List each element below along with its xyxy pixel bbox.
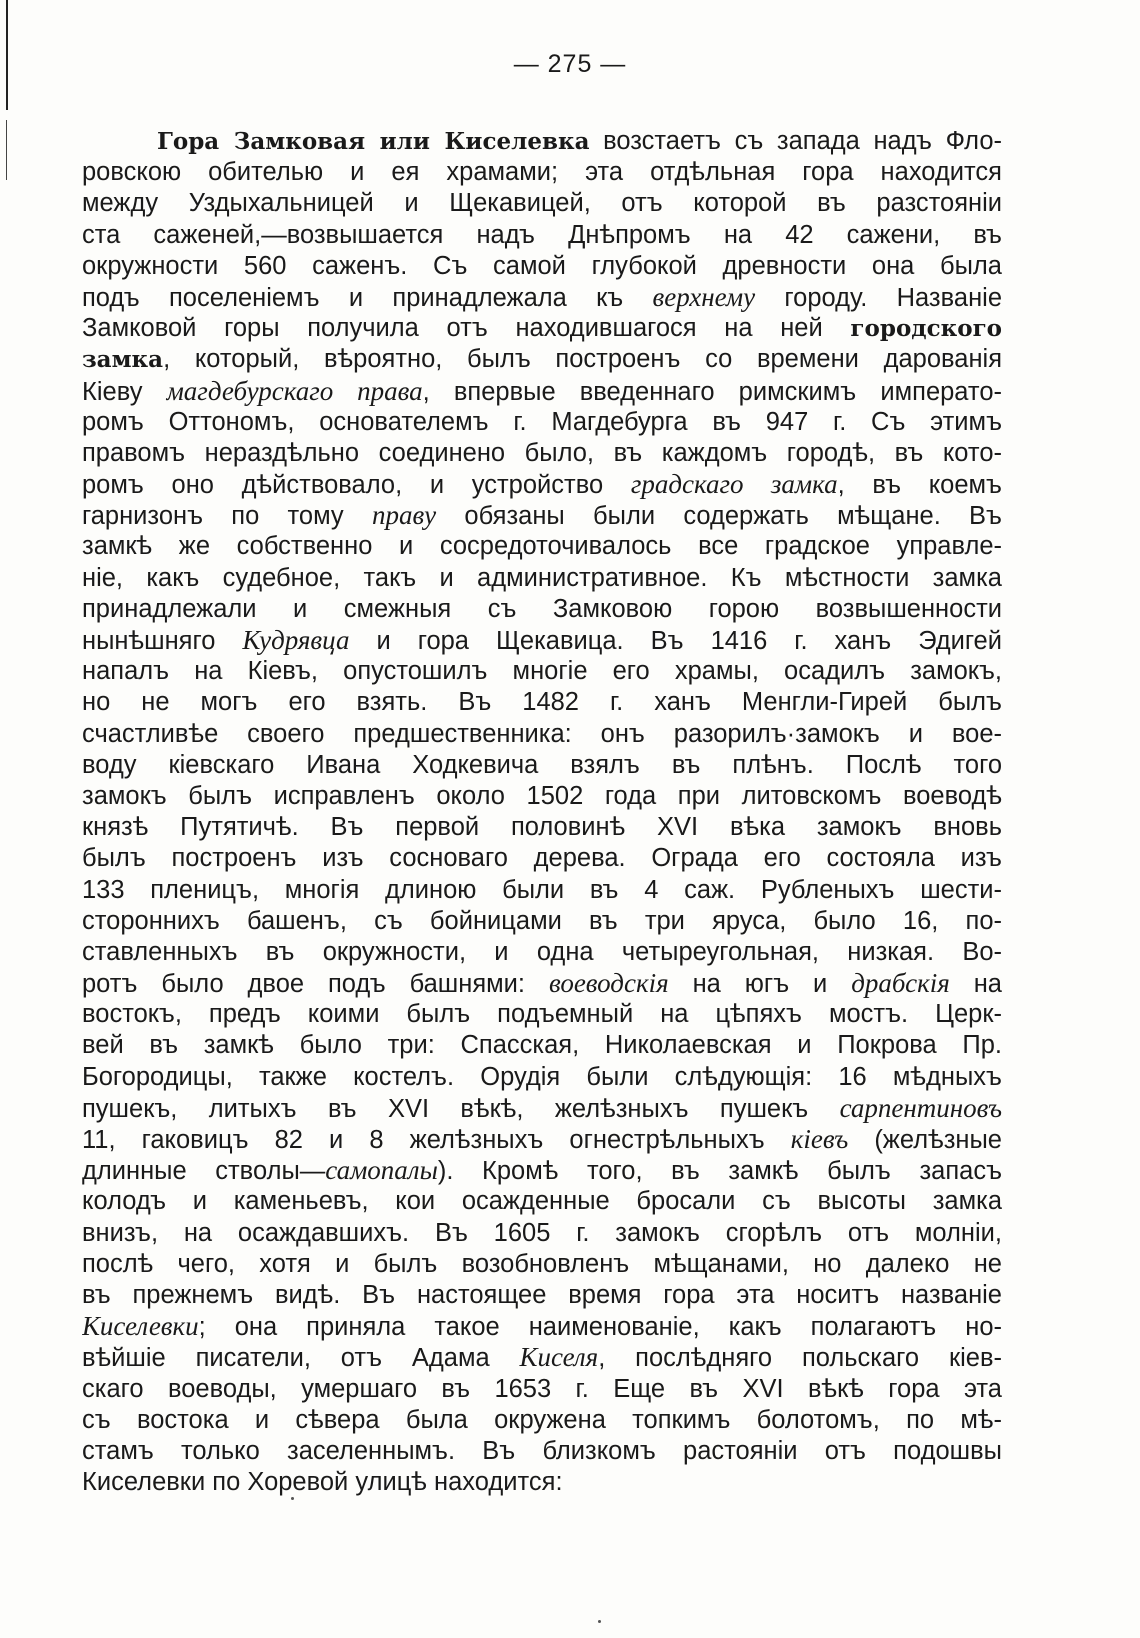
text-run: ромъ Оттономъ, основателемъ г. Магдебурга въ 947 г. Съ этимъ xyxy=(82,407,1002,436)
text-line xyxy=(82,875,1002,906)
text-line xyxy=(82,937,1002,968)
text-run: стамъ только заселеннымъ. Въ близкомъ растояніи отъ подошвы xyxy=(82,1436,1002,1465)
italic-text: верхнему xyxy=(652,281,756,312)
text-run: ніе, какъ судебное, такъ и административное. Къ мѣстности замка xyxy=(82,563,1002,592)
text-line xyxy=(82,781,1002,812)
binding-edge-line xyxy=(6,120,7,180)
text-run: былъ построенъ изъ сосноваго дерева. Ограда его состояла изъ xyxy=(82,844,1002,873)
text-run: Замковой горы получила отъ находившагося на ней xyxy=(82,314,851,343)
text-run: (желѣзные xyxy=(848,1126,1002,1154)
italic-text: магдебурскаго права xyxy=(166,375,423,406)
text-line xyxy=(82,1280,1002,1311)
text-line xyxy=(82,438,1002,469)
text-run: ; она приняла такое наименованіе, какъ полагаютъ но- xyxy=(198,1313,1002,1342)
body-text xyxy=(82,126,1002,1498)
text-line xyxy=(82,251,1002,282)
text-run: востокъ, предъ коими былъ подъемный на цѣпяхъ мостъ. Церк- xyxy=(82,1000,1002,1029)
text-run: въ прежнемъ видѣ. Въ настоящее время гора эта носитъ названіе xyxy=(82,1280,1002,1309)
text-line xyxy=(82,313,1002,344)
italic-text: Кудрявца xyxy=(242,625,350,655)
text-line xyxy=(82,1436,1002,1467)
text-line xyxy=(82,1311,1002,1342)
text-line xyxy=(82,656,1002,687)
text-run: замокъ былъ исправленъ около 1502 года при литовскомъ воеводѣ xyxy=(82,781,1002,810)
text-line xyxy=(82,500,1002,531)
text-run: воду кіевскаго Ивана Ходкевича взялъ въ плѣнъ. Послѣ того xyxy=(82,750,1002,779)
text-line xyxy=(82,531,1002,562)
text-run: на югъ и xyxy=(668,970,852,999)
text-line xyxy=(82,188,1002,219)
text-line xyxy=(82,1062,1002,1093)
text-line xyxy=(82,157,1002,188)
text-line xyxy=(82,906,1002,937)
text-line xyxy=(82,1405,1002,1436)
text-run: князѣ Путятичѣ. Въ первой половинѣ XVI вѣка замокъ вновь xyxy=(82,813,1002,842)
text-line xyxy=(82,594,1002,625)
text-line xyxy=(82,563,1002,594)
text-run: Кіеву xyxy=(82,377,167,406)
italic-text: кіевъ xyxy=(790,1124,849,1154)
text-line xyxy=(82,1374,1002,1405)
text-line xyxy=(82,469,1002,500)
text-run: пушекъ, литыхъ въ XVI вѣкѣ, желѣзныхъ пушекъ xyxy=(82,1094,840,1123)
text-run: напалъ на Кіевъ, опустошилъ многіе его храмы, осадилъ замокъ, xyxy=(82,657,1002,686)
text-line xyxy=(82,282,1002,313)
text-run: но не могъ его взять. Въ 1482 г. ханъ Менгли-Гирей былъ xyxy=(82,688,1002,717)
text-run: стороннихъ башенъ, съ бойницами въ три яруса, было 16, по- xyxy=(82,906,1002,935)
text-line xyxy=(82,812,1002,843)
text-line xyxy=(82,1124,1002,1155)
italic-text: градскаго замка xyxy=(630,469,838,500)
text-run: Киселевки по Хоревой улицѣ находится: xyxy=(82,1468,563,1497)
text-run: нынѣшняго xyxy=(82,627,243,655)
text-line xyxy=(82,1093,1002,1124)
italic-text: праву xyxy=(371,500,437,531)
text-line xyxy=(82,1030,1002,1061)
text-run: послѣ чего, хотя и былъ возобновленъ мѣщанами, но далеко не xyxy=(82,1249,1002,1278)
paper-speck xyxy=(598,1620,601,1623)
text-run: и гора Щекавица. Въ 1416 г. ханъ Эдигей xyxy=(349,627,1002,655)
text-run: ровскою обителью и ея храмами; эта отдѣльная гора находится xyxy=(82,158,1002,187)
text-run: замкѣ же собственно и сосредоточивалось все градское управле- xyxy=(82,532,1002,561)
text-run: колодъ и каменьевъ, кои осажденные бросали съ высоты замка xyxy=(82,1187,1002,1216)
text-run: , послѣдняго польскаго кіев- xyxy=(598,1344,1002,1373)
text-line xyxy=(82,843,1002,874)
text-line xyxy=(82,750,1002,781)
italic-text: драбскія xyxy=(851,968,950,999)
italic-text: самопалы xyxy=(325,1155,438,1186)
text-run: ста саженей,—возвышается надъ Днѣпромъ на 42 сажени, въ xyxy=(82,220,1002,249)
italic-text: воеводскія xyxy=(548,968,669,999)
bold-text: городского xyxy=(850,315,1002,343)
text-run: городу. Названіе xyxy=(755,283,1002,312)
text-line xyxy=(82,999,1002,1030)
text-line xyxy=(82,1155,1002,1186)
text-run: , который, вѣроятно, былъ построенъ со времени дарованія xyxy=(163,345,1002,374)
text-run: внизъ, на осаждавшихъ. Въ 1605 г. замокъ сгорѣлъ отъ молніи, xyxy=(82,1218,1002,1247)
text-run: окружности 560 саженъ. Съ самой глубокой древности она была xyxy=(82,251,1002,280)
text-run: Богородицы, также костелъ. Орудія были слѣдующія: 16 мѣдныхъ xyxy=(82,1062,1002,1091)
text-line xyxy=(82,1342,1002,1373)
text-line xyxy=(82,126,1002,157)
bold-text: Гора Замковая или Киселевка xyxy=(157,128,590,155)
text-run: 11, гаковицъ 82 и 8 желѣзныхъ огнестрѣльныхъ xyxy=(82,1126,791,1154)
italic-text: сарпентиновъ xyxy=(839,1092,1002,1123)
text-run: ставленныхъ въ окружности, и одна четыреугольная, низкая. Во- xyxy=(82,937,1002,966)
text-run: между Уздыхальницей и Щекавицей, отъ которой въ разстояніи xyxy=(82,189,1002,218)
text-line xyxy=(82,220,1002,251)
text-run: возстаетъ съ запада надъ Фло- xyxy=(589,127,1002,155)
text-run: ). Кромѣ того, въ замкѣ былъ запасъ xyxy=(437,1157,1002,1186)
text-line xyxy=(82,687,1002,718)
paper-speck xyxy=(291,1497,294,1500)
text-run: 133 пленицъ, многія длиною были въ 4 саж. Рубленыхъ шести- xyxy=(82,875,1002,904)
text-line xyxy=(82,1467,1002,1498)
italic-text: Киселевки xyxy=(82,1311,199,1342)
text-run: , въ коемъ xyxy=(837,471,1002,500)
italic-text: Киселя xyxy=(519,1342,599,1373)
text-run: гарнизонъ по тому xyxy=(82,502,372,531)
text-run: принадлежали и смежныя съ Замковою горою возвышенности xyxy=(82,594,1002,623)
text-run: подъ поселеніемъ и принадлежала къ xyxy=(82,283,653,312)
text-run: скаго воеводы, умершаго въ 1653 г. Еще въ XVI вѣкѣ гора эта xyxy=(82,1374,1002,1403)
text-line xyxy=(82,344,1002,375)
text-run: правомъ нераздѣльно соединено было, въ каждомъ городѣ, въ кото- xyxy=(82,438,1002,467)
text-run: съ востока и сѣвера была окружена топкимъ болотомъ, по мѣ- xyxy=(82,1405,1002,1434)
text-line xyxy=(82,1186,1002,1217)
text-run: ромъ оно дѣйствовало, и устройство xyxy=(82,471,631,500)
text-run: счастливѣе своего предшественника: онъ разорилъ·замокъ и вое- xyxy=(82,719,1002,748)
bold-text: замка xyxy=(82,346,164,374)
text-line xyxy=(82,625,1002,656)
text-run: вѣйшіе писатели, отъ Адама xyxy=(82,1344,520,1373)
page-number: — 275 — xyxy=(513,50,627,78)
text-line xyxy=(82,1249,1002,1280)
text-run: ротъ было двое подъ башнями: xyxy=(82,970,549,999)
text-run: на xyxy=(949,970,1002,999)
text-line xyxy=(82,1218,1002,1249)
text-line xyxy=(82,719,1002,750)
text-line xyxy=(82,968,1002,999)
text-line xyxy=(82,407,1002,438)
text-line xyxy=(82,376,1002,407)
text-run: обязаны были содержать мѣщане. Въ xyxy=(436,502,1002,531)
text-run: вей въ замкѣ было три: Спасская, Николаевская и Покрова Пр. xyxy=(82,1031,1002,1060)
text-run: , впервые введеннаго римскимъ императо- xyxy=(422,377,1002,406)
text-run: длинные стволы— xyxy=(82,1157,326,1186)
